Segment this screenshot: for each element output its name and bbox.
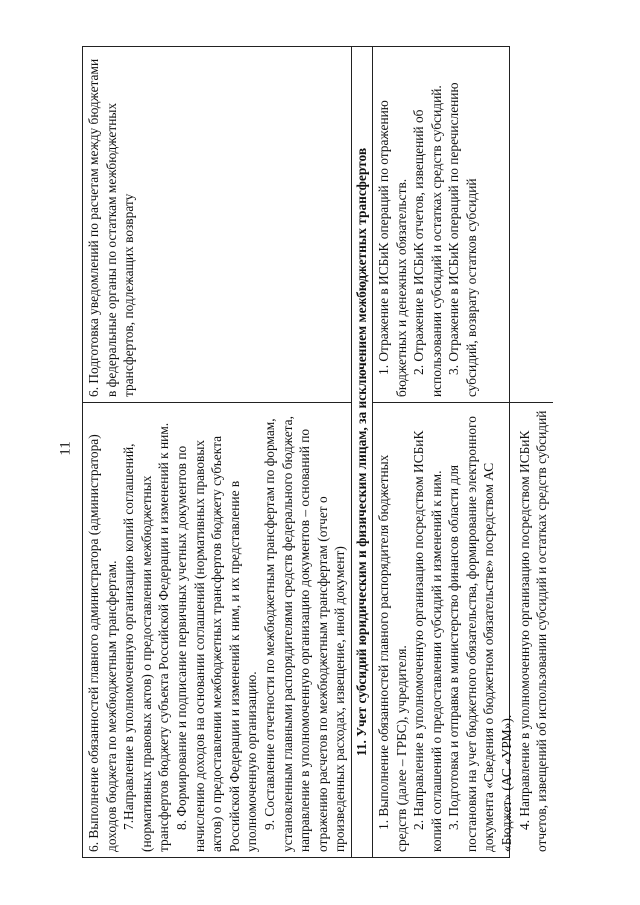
- top-left-paragraph-9: 9. Составление отчетности по межбюджетным трансфертам по формам, установленным главными распорядителями средств федерального бюджета, направление в уполномоченную организацию документов – оснований по отражению расчетов по межбюджетным трансфертам (отчет о произведенных расходах, извещение, иной документ): [261, 416, 348, 852]
- top-left-paragraph-7: 7.Направление в уполномоченную организацию копий соглашений, (нормативных правовых актов) о предоставлении межбюджетных трансфертов бюджету субъекта Российской Федерации и изменений к ним.: [121, 422, 172, 852]
- responsibility-table: [82, 46, 550, 858]
- top-left-paragraph-6: 6. Выполнение обязанностей главного администратора (администратора) доходов бюджета по межбюджетным трансфертам.: [86, 434, 119, 852]
- top-left-cell: [83, 402, 351, 857]
- bottom-left-paragraph-3: 3. Подготовка и отправка в министерство финансов области для постановки на учет бюджетного обязательства, формирование электронного документа «Сведения о бюджетном обязательстве» посредством АС «Бюджет» (АС «УРМ»).: [446, 416, 515, 852]
- bottom-left-paragraph-1: 1. Выполнение обязанностей главного распорядителя бюджетных средств (далее – ГРБС), учредителя.: [375, 454, 409, 852]
- rotated-table-container: [82, 46, 550, 858]
- bottom-right-paragraph-2: 2. Отражение в ИСБиК отчетов, извещений об использовании субсидий и остатках средств субсидий.: [411, 85, 444, 397]
- bottom-left-paragraph-2: 2. Направление в уполномоченную организацию посредством ИСБиК копий соглашений о предоставлении субсидий и изменений к ним.: [411, 430, 444, 852]
- bottom-right-paragraph-3: 3. Отражение в ИСБиК операций по перечислению субсидий, возврату остатков субсидий: [446, 82, 479, 397]
- bottom-left-cell: [373, 402, 553, 857]
- page-number: 11: [57, 441, 74, 456]
- table-row-top: [83, 47, 352, 857]
- table-section-heading-row: [352, 47, 373, 857]
- bottom-left-paragraph-4: 4. Направление в уполномоченную организацию посредством ИСБиК отчетов, извещений об использовании субсидий и остатках средств субсидий: [516, 410, 550, 852]
- bottom-right-paragraph-1: 1. Отражение в ИСБиК операций по отражению бюджетных и денежных обязательств.: [375, 100, 409, 397]
- top-left-paragraph-8: 8. Формирование и подписание первичных учетных документов по начислению доходов на основании соглашений (нормативных правовых актов) о предоставлении межбюджетных трансфертов бюджету субъекта Российской Федерации и изменений к ним, и их представление в уполномоченную организацию.: [173, 435, 260, 852]
- top-right-paragraph-6: 6. Подготовка уведомлений по расчетам между бюджетами в федеральные органы по остаткам межбюджетных трансфертов, подлежащих возврату: [86, 58, 137, 397]
- section-heading: 11. Учет субсидий юридическим и физическим лицам, за исключением межбюджетных трансфертов: [353, 147, 369, 757]
- bottom-right-cell: [373, 47, 553, 402]
- top-right-cell: [83, 47, 351, 402]
- table-row-bottom: [373, 47, 553, 857]
